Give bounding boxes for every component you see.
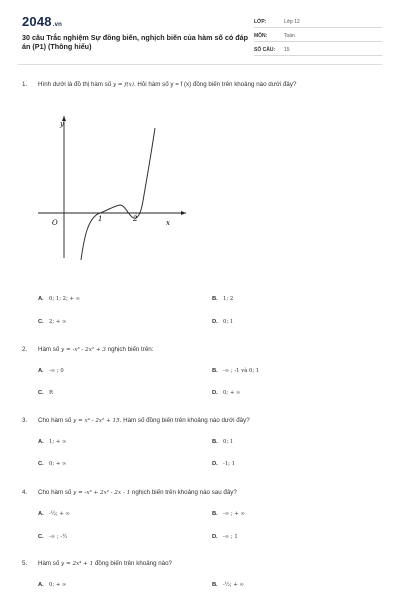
option-text: -∞ ; 1 (223, 534, 238, 540)
option-a[interactable] (38, 582, 66, 588)
function-graph (36, 110, 188, 260)
option-d[interactable] (212, 390, 240, 396)
option-label: B. (212, 511, 218, 517)
option-a[interactable] (38, 439, 66, 445)
meta-value: Toán (284, 33, 295, 39)
question-number: 3. (22, 417, 28, 424)
question-text-part: Hàm số (38, 346, 62, 353)
option-label: D. (212, 461, 218, 467)
option-label: C. (38, 319, 44, 325)
option-text: -∞ ; -½ (49, 534, 68, 540)
question-text-part: nghịch biến trên khoảng nào sau đây? (130, 489, 237, 496)
question-text-part: Cho hàm số (38, 489, 74, 496)
option-text: -½; + ∞ (49, 511, 70, 517)
option-text: 0; 1; 2; + ∞ (49, 296, 81, 302)
question-number: 2. (22, 346, 28, 353)
option-text: 0; 1 (223, 319, 234, 325)
option-text: 1; + ∞ (49, 439, 67, 445)
option-label: B. (212, 368, 218, 374)
option-text: -∞ ; 0 (49, 368, 64, 374)
question-text (38, 416, 383, 426)
question-number: 5. (22, 560, 28, 567)
option-label: A. (38, 582, 44, 588)
option-text: -½; + ∞ (223, 582, 244, 588)
meta-key: MÔN: (254, 33, 268, 39)
question-math: y = -x³ + 2x² - 2x - 1 (73, 490, 131, 496)
question-text-part: . Hàm số đồng biến trên khoảng nào dưới đây? (119, 417, 250, 424)
question-text-part: Hình dưới là đồ thị hàm số (38, 81, 113, 88)
option-label: A. (38, 368, 44, 374)
question-text-part: Hàm số (38, 560, 62, 567)
question-text (38, 345, 383, 355)
question-math: y = x⁴ - 2x² + 15 (73, 418, 120, 424)
question-math: y = -x³ - 2x² + 3 (61, 347, 106, 353)
option-label: C. (38, 534, 44, 540)
function-curve (81, 128, 155, 260)
option-label: D. (212, 534, 218, 540)
option-label: B. (212, 582, 218, 588)
option-b[interactable] (212, 296, 233, 302)
header-divider (18, 64, 382, 65)
option-text: 0; + ∞ (223, 390, 241, 396)
option-label: D. (212, 390, 218, 396)
option-b[interactable] (212, 368, 259, 374)
question-number: 4. (22, 489, 28, 496)
question-math: y = 2x⁴ + 1 (61, 561, 94, 567)
meta-class (254, 16, 382, 28)
x-axis-arrow (181, 211, 186, 215)
question-text-part: nghịch biến trên: (105, 346, 154, 353)
option-text: 0; + ∞ (49, 461, 67, 467)
option-b[interactable] (212, 582, 244, 588)
meta-key: SỐ CÂU: (254, 47, 276, 53)
option-c[interactable] (38, 461, 66, 467)
tick-label-2: 2 (133, 215, 138, 223)
option-b[interactable] (212, 511, 245, 517)
option-text: 0; + ∞ (49, 582, 67, 588)
meta-value: Lớp 12 (284, 19, 300, 25)
option-label: A. (38, 511, 44, 517)
option-text: 2; + ∞ (49, 319, 67, 325)
option-text: -1; 1 (223, 461, 235, 467)
option-a[interactable] (38, 368, 64, 374)
option-text: R (49, 390, 53, 396)
meta-subject (254, 30, 382, 42)
y-axis-label: y (60, 120, 64, 128)
question-text (38, 488, 383, 498)
option-a[interactable] (38, 511, 70, 517)
option-d[interactable] (212, 534, 238, 540)
option-b[interactable] (212, 439, 233, 445)
option-label: C. (38, 390, 44, 396)
option-label: C. (38, 461, 44, 467)
option-label: D. (212, 319, 218, 325)
option-c[interactable] (38, 390, 53, 396)
question-text-part: Cho hàm số (38, 417, 74, 424)
question-text (38, 559, 383, 569)
question-text (38, 80, 383, 90)
option-text: 1; 2 (223, 296, 234, 302)
option-a[interactable] (38, 296, 80, 302)
x-axis-label: x (166, 219, 170, 227)
option-text: -∞ ; + ∞ (223, 511, 245, 517)
option-label: A. (38, 296, 44, 302)
question-text-part: đồng biến trên khoảng nào? (93, 560, 173, 567)
question-text-part: . Hỏi hàm số y = f (x) đồng biến trên khoảng nào dưới đây? (133, 81, 297, 88)
meta-key: LỚP: (254, 19, 267, 25)
page-title: 30 câu Trắc nghiệm Sự đồng biến, nghịch biến của hàm số có đáp án (P1) (Thông hiểu) (22, 33, 249, 51)
option-c[interactable] (38, 534, 67, 540)
site-logo[interactable] (22, 14, 62, 29)
question-math: y = f(x) (112, 82, 134, 88)
option-text: 0; 1 (223, 439, 234, 445)
origin-label: O (52, 219, 58, 227)
option-d[interactable] (212, 319, 233, 325)
option-label: B. (212, 296, 218, 302)
option-text: -∞ ; -1 và 0; 1 (223, 368, 260, 374)
option-c[interactable] (38, 319, 66, 325)
question-number: 1. (22, 81, 28, 88)
tick-label-1: 1 (98, 215, 103, 223)
logo-text: 2048 (22, 14, 52, 29)
option-label: A. (38, 439, 44, 445)
option-label: B. (212, 439, 218, 445)
meta-value: 15 (284, 47, 290, 53)
option-d[interactable] (212, 461, 235, 467)
logo-suffix: .vn (52, 22, 63, 28)
meta-count (254, 44, 382, 56)
